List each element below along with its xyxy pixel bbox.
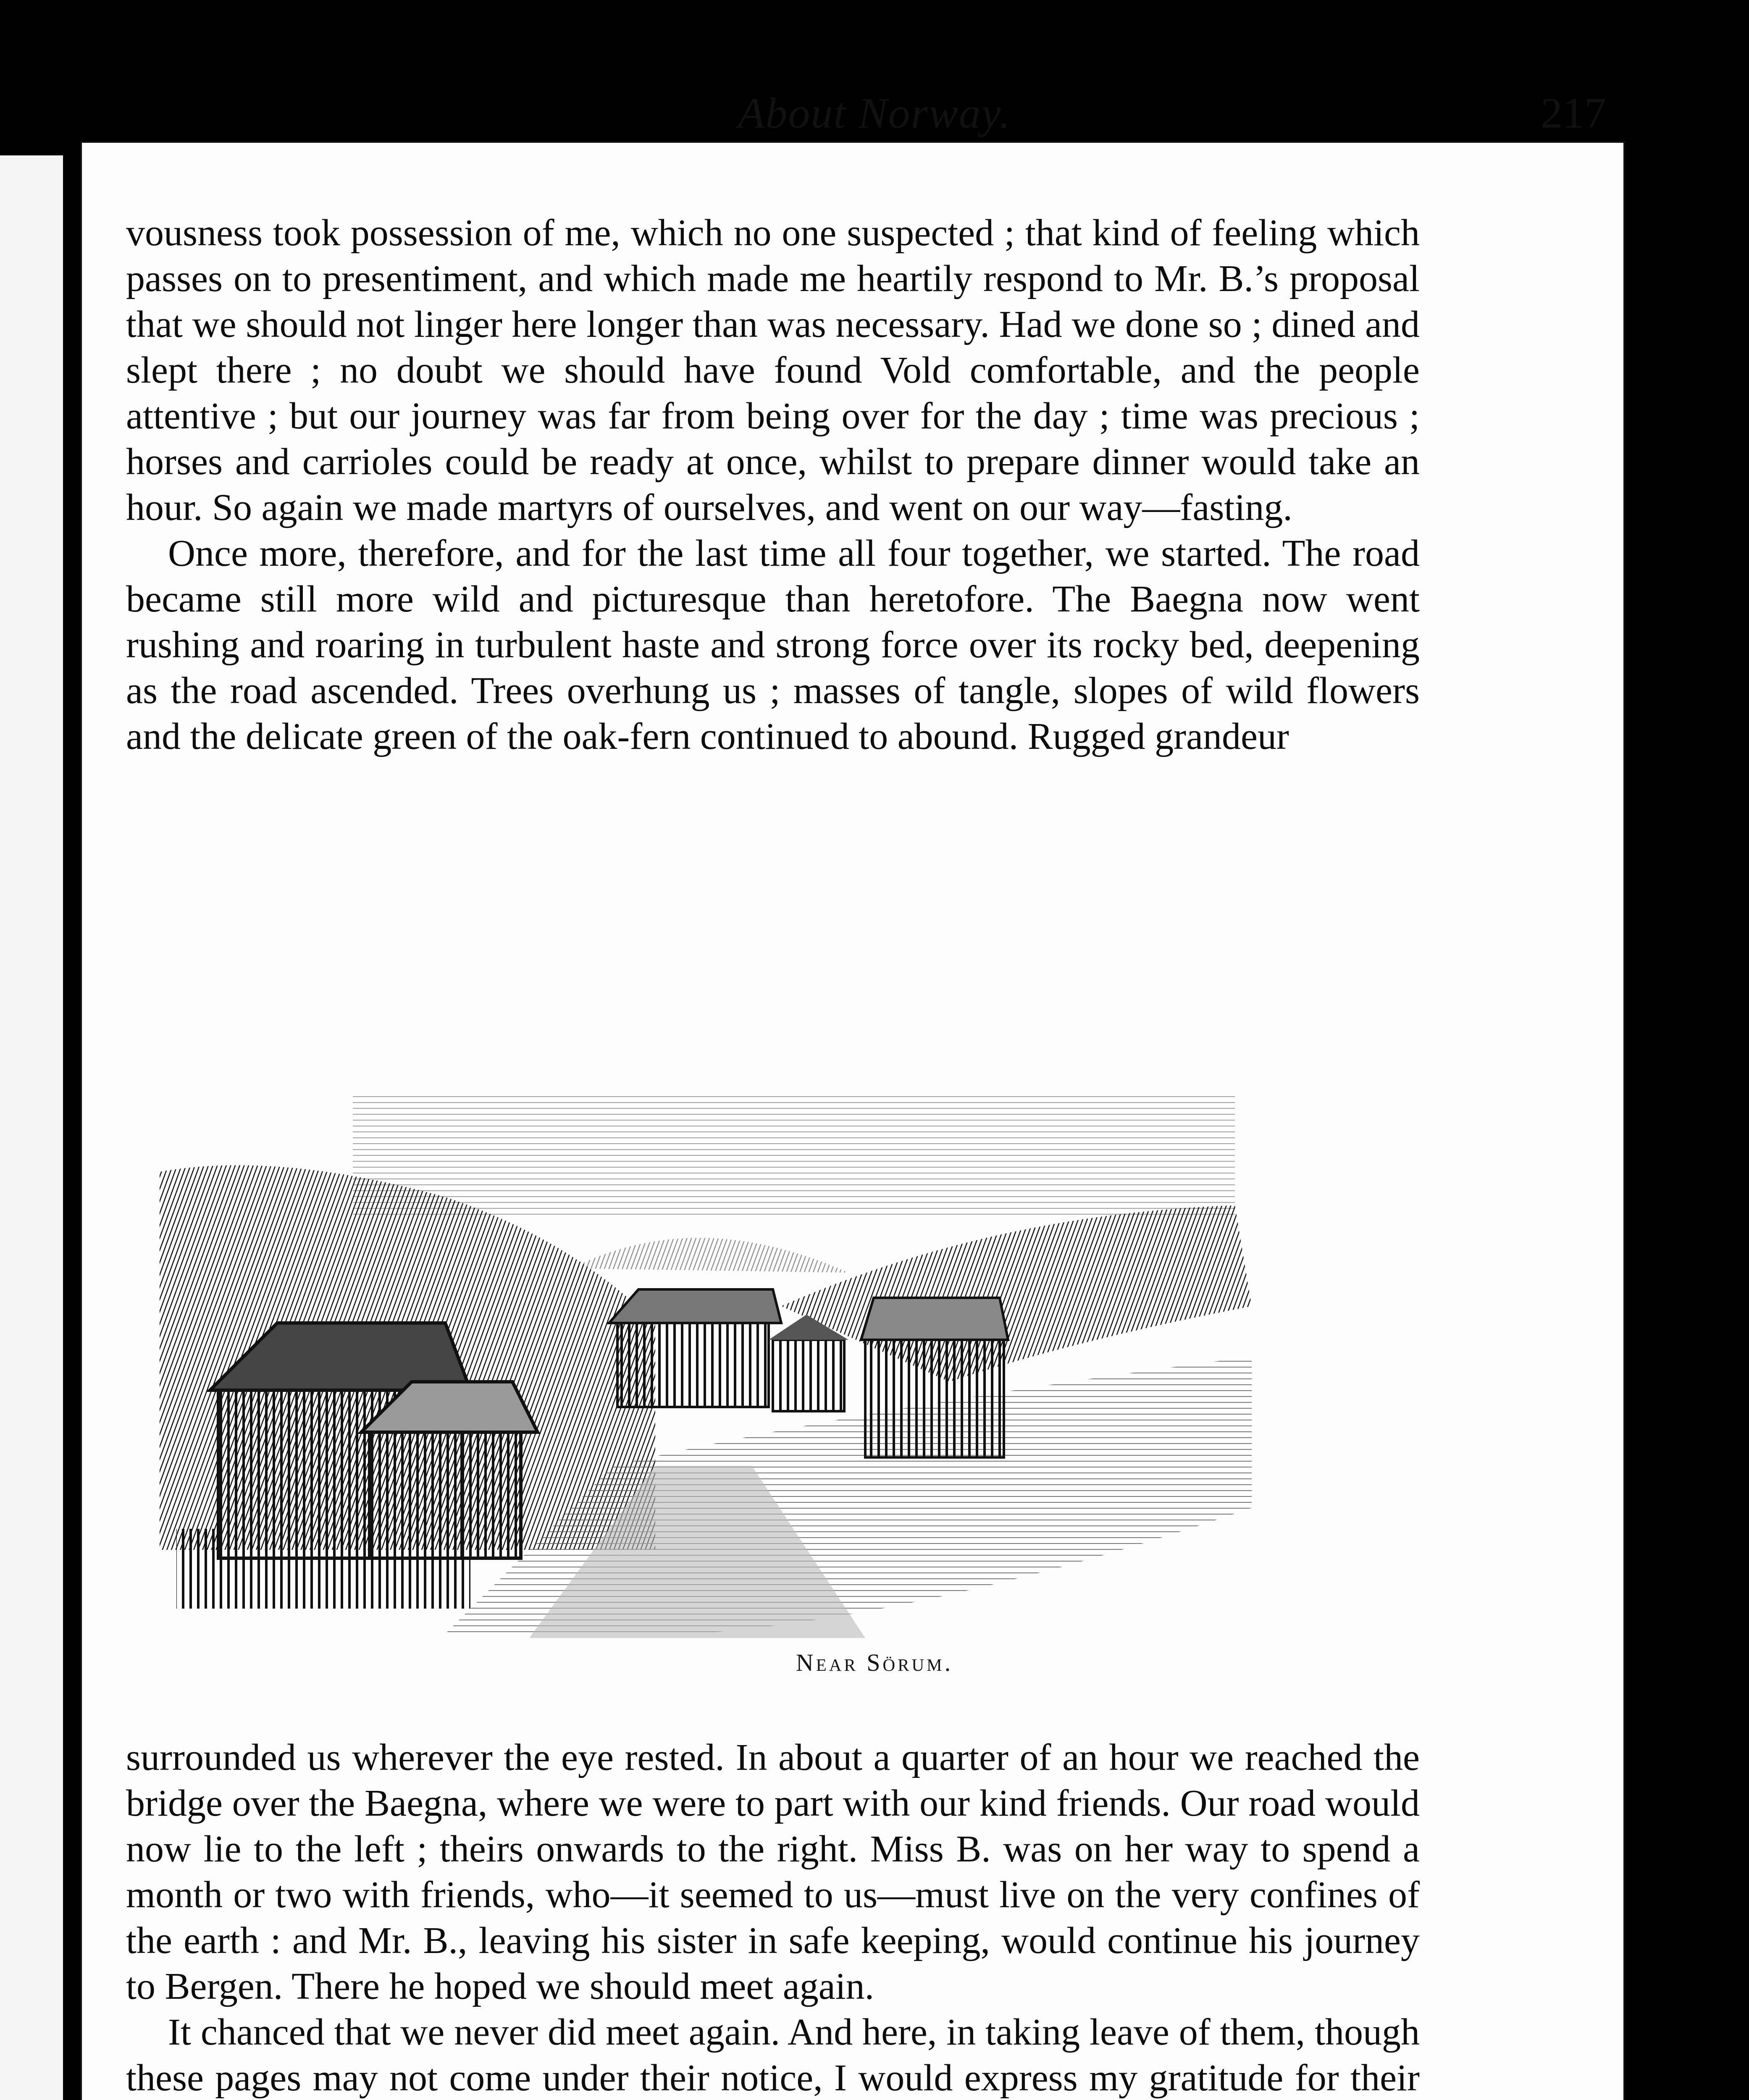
central-house-roof (609, 1289, 781, 1323)
right-barn (865, 1340, 1004, 1457)
sky-hatching (353, 1092, 1235, 1218)
right-forest (781, 1205, 1252, 1382)
paragraph: vousness took possession of me, which no one suspected ; that kind of feeling which passes on to presentiment, and which made me heartily respond to Mr. B.’s proposal that we should not linger here longer than was necessary. Had we done so ; dined and slept there ; no doubt we should have found Vold comfortable, and the people attentive ; but our journey was far from being over for the day ; time was precious ; horses and carrioles could be ready at once, whilst to prepare dinner would take an hour. So again we made martyrs of ourselves, and went on our way—fasting. (126, 212, 1420, 528)
book-gutter (63, 155, 82, 2100)
body-text-bottom (126, 1735, 1420, 2100)
engraving-illustration (151, 1088, 1386, 1642)
small-house (773, 1340, 844, 1411)
distant-hill (571, 1238, 848, 1273)
central-house (617, 1323, 769, 1407)
page-number: 217 (1541, 89, 1606, 137)
running-title: About Norway. (738, 89, 1011, 137)
paragraph: It chanced that we never did meet again. And here, in taking leave of them, though these pages may not come under their notice, I would express my gratitude for their (126, 2011, 1420, 2099)
body-text-top (126, 210, 1420, 759)
picket-fence (176, 1529, 470, 1609)
illustration-caption: Near Sörum. (796, 1649, 953, 1676)
right-barn-roof (861, 1298, 1008, 1340)
facing-page-edge (0, 155, 66, 2100)
paragraph: surrounded us wherever the eye rested. In about a quarter of an hour we reached the bridge over the Baegna, where we were to part with our kind friends. Our road would now lie to the left ; theirs onwards to the right. Miss B. was on her way to spend a month or two with friends, who—it seemed to us—must live on the very confines of the earth : and Mr. B., leaving his sister in safe keeping, would continue his journey to Bergen. There he hoped we should meet again. (126, 1737, 1420, 2007)
paragraph: Once more, therefore, and for the last time all four together, we started. The road became still more wild and picturesque than heretofore. The Baegna now went rushing and roaring in turbulent haste and strong force over its rocky bed, deepening as the road ascended. Trees overhung us ; masses of tangle, slopes of wild flowers and the delicate green of the oak-fern continued to abound. Rugged grandeur (126, 533, 1420, 757)
